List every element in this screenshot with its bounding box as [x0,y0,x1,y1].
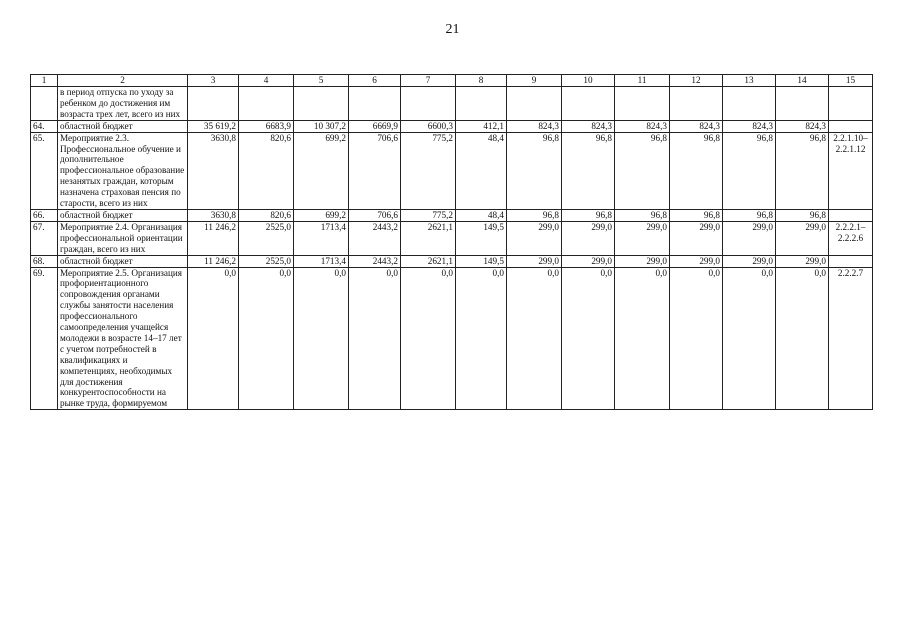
table-row [31,221,873,255]
column-header: 1 [31,75,58,87]
value-cell: 824,3 [723,120,776,132]
column-header: 10 [562,75,615,87]
value-cell: 820,6 [239,209,294,221]
value-cell: 6669,9 [349,120,401,132]
value-cell: 96,8 [562,132,615,209]
row-number-cell: 65. [31,132,58,209]
value-cell: 0,0 [507,267,562,410]
value-cell: 299,0 [562,221,615,255]
value-cell: 96,8 [507,209,562,221]
value-cell: 2525,0 [239,221,294,255]
value-cell: 1713,4 [294,221,349,255]
target-code-cell [829,255,873,267]
value-cell: 299,0 [723,255,776,267]
value-cell: 0,0 [776,267,829,410]
value-cell: 96,8 [776,132,829,209]
value-cell: 299,0 [723,221,776,255]
value-cell: 11 246,2 [188,221,239,255]
value-cell: 706,6 [349,209,401,221]
row-number-cell: 69. [31,267,58,410]
item-name-cell: Мероприятие 2.4. Организация профессиональной ориентации граждан, всего из них [58,221,188,255]
column-header: 15 [829,75,873,87]
value-cell: 299,0 [615,221,670,255]
value-cell: 824,3 [776,120,829,132]
value-cell: 2621,1 [401,221,456,255]
value-cell: 2443,2 [349,221,401,255]
column-header: 3 [188,75,239,87]
budget-table [30,74,873,410]
table-row [31,87,873,121]
value-cell [670,87,723,121]
value-cell: 299,0 [562,255,615,267]
column-header: 7 [401,75,456,87]
value-cell: 0,0 [723,267,776,410]
value-cell: 824,3 [670,120,723,132]
value-cell: 96,8 [723,209,776,221]
value-cell: 299,0 [776,255,829,267]
value-cell: 3630,8 [188,209,239,221]
column-header: 6 [349,75,401,87]
target-code-cell [829,209,873,221]
value-cell [615,87,670,121]
value-cell: 820,6 [239,132,294,209]
value-cell [776,87,829,121]
column-header: 14 [776,75,829,87]
value-cell: 824,3 [507,120,562,132]
value-cell: 299,0 [507,221,562,255]
value-cell: 11 246,2 [188,255,239,267]
value-cell: 35 619,2 [188,120,239,132]
item-name-cell: областной бюджет [58,209,188,221]
page-number: 21 [445,22,460,37]
item-name-cell: областной бюджет [58,120,188,132]
column-header: 12 [670,75,723,87]
value-cell: 2621,1 [401,255,456,267]
value-cell: 775,2 [401,209,456,221]
table-row [31,209,873,221]
value-cell: 0,0 [670,267,723,410]
value-cell: 96,8 [615,132,670,209]
value-cell: 0,0 [615,267,670,410]
value-cell: 149,5 [456,255,507,267]
target-code-cell: 2.2.2.1–2.2.2.6 [829,221,873,255]
row-number-cell: 67. [31,221,58,255]
value-cell: 96,8 [507,132,562,209]
value-cell: 299,0 [776,221,829,255]
value-cell: 96,8 [776,209,829,221]
value-cell: 299,0 [507,255,562,267]
table-row [31,255,873,267]
value-cell: 96,8 [562,209,615,221]
value-cell [401,87,456,121]
value-cell: 299,0 [670,255,723,267]
row-number-cell: 64. [31,120,58,132]
value-cell [349,87,401,121]
table-row [31,120,873,132]
column-header: 9 [507,75,562,87]
value-cell: 0,0 [294,267,349,410]
value-cell: 96,8 [670,209,723,221]
column-header: 13 [723,75,776,87]
target-code-cell: 2.2.1.10–2.2.1.12 [829,132,873,209]
table-row [31,132,873,209]
value-cell: 299,0 [615,255,670,267]
column-header: 2 [58,75,188,87]
value-cell: 824,3 [615,120,670,132]
column-header: 5 [294,75,349,87]
row-number-cell: 66. [31,209,58,221]
value-cell: 0,0 [349,267,401,410]
table-body [31,75,873,410]
value-cell: 412,1 [456,120,507,132]
value-cell: 3630,8 [188,132,239,209]
value-cell: 48,4 [456,209,507,221]
value-cell: 775,2 [401,132,456,209]
value-cell: 2443,2 [349,255,401,267]
value-cell [507,87,562,121]
value-cell: 824,3 [562,120,615,132]
value-cell [456,87,507,121]
row-number-cell [31,87,58,121]
value-cell: 699,2 [294,132,349,209]
value-cell: 0,0 [239,267,294,410]
column-header: 11 [615,75,670,87]
item-name-cell: в период отпуска по уходу за ребенком до достижения им возраста трех лет, всего из них [58,87,188,121]
value-cell: 6683,9 [239,120,294,132]
item-name-cell: Мероприятие 2.3. Профессиональное обучение и дополнительное профессиональное образование незанятых граждан, которым назначена страховая пенсия по старости, всего из них [58,132,188,209]
value-cell: 10 307,2 [294,120,349,132]
value-cell: 6600,3 [401,120,456,132]
target-code-cell [829,87,873,121]
column-header: 8 [456,75,507,87]
value-cell [723,87,776,121]
value-cell: 699,2 [294,209,349,221]
value-cell: 1713,4 [294,255,349,267]
value-cell: 299,0 [670,221,723,255]
value-cell [239,87,294,121]
target-code-cell: 2.2.2.7 [829,267,873,410]
value-cell: 48,4 [456,132,507,209]
value-cell [562,87,615,121]
row-number-cell: 68. [31,255,58,267]
target-code-cell [829,120,873,132]
value-cell: 706,6 [349,132,401,209]
value-cell: 0,0 [456,267,507,410]
value-cell: 96,8 [723,132,776,209]
value-cell [294,87,349,121]
item-name-cell: Мероприятие 2.5. Организация профориентационного сопровождения органами службы занятости населения профессионального самоопределения учащейся молодежи в возрасте 14–17 лет с учетом потребностей в квалификациях и компетенциях, необходимых для достижения конкурентоспособности на рынке труда, формируемом [58,267,188,410]
value-cell: 2525,0 [239,255,294,267]
table-row [31,267,873,410]
item-name-cell: областной бюджет [58,255,188,267]
value-cell [188,87,239,121]
value-cell: 0,0 [401,267,456,410]
column-header: 4 [239,75,294,87]
value-cell: 0,0 [562,267,615,410]
value-cell: 96,8 [670,132,723,209]
table-header-row [31,75,873,87]
value-cell: 0,0 [188,267,239,410]
value-cell: 149,5 [456,221,507,255]
value-cell: 96,8 [615,209,670,221]
